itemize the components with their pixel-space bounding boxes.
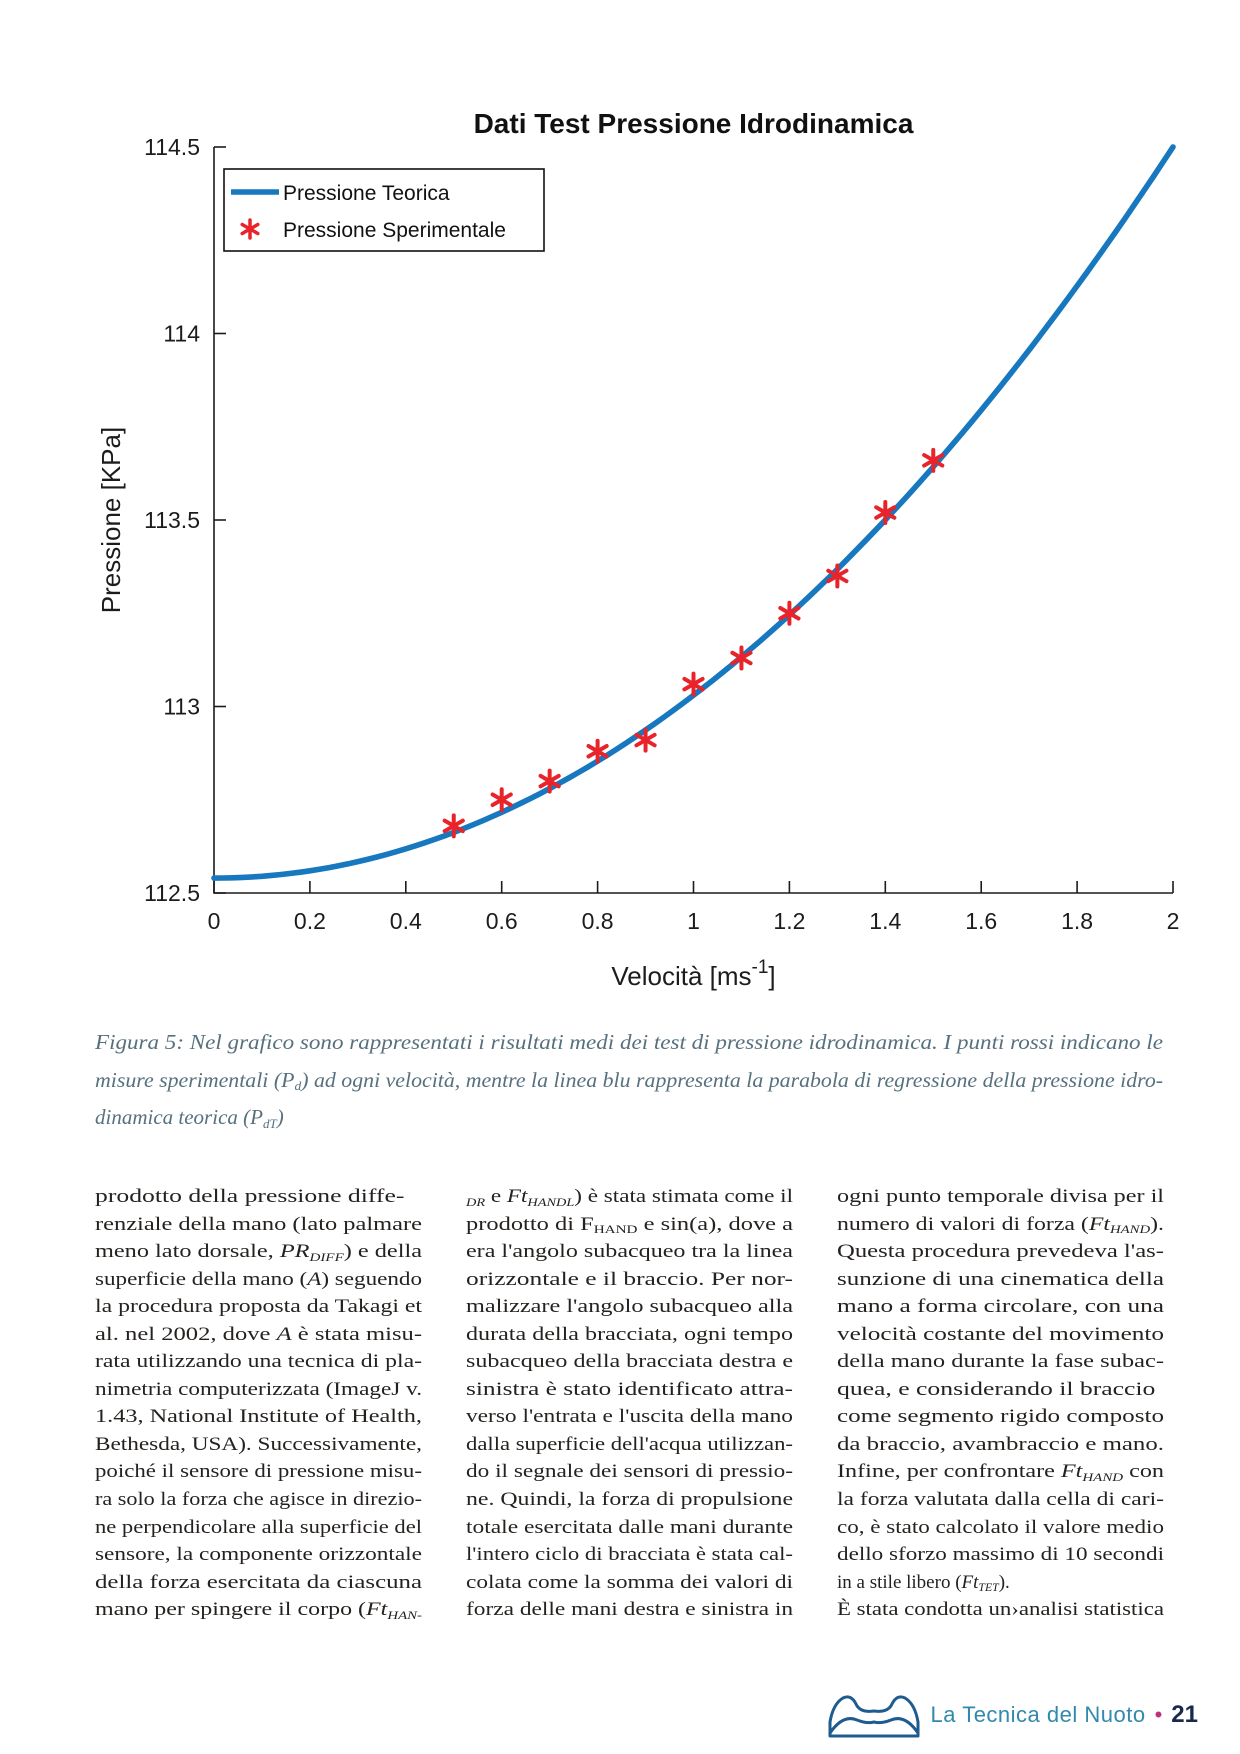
body-text-line: da braccio, avambraccio e mano.: [837, 1433, 1165, 1455]
x-tick-label: 0.8: [581, 908, 614, 934]
x-tick-label: 0: [207, 908, 221, 934]
page-number: 21: [1171, 1701, 1198, 1728]
body-text-line: totale esercitata dalle mani durante: [466, 1516, 793, 1538]
body-text-line: ogni punto temporale divisa per il: [837, 1186, 1165, 1207]
figure-caption: [95, 1024, 1163, 1137]
body-text-line: velocità costante del movimento: [837, 1323, 1165, 1345]
caption-line: dinamica teorica (PdT): [95, 1105, 284, 1131]
footer-separator-dot: •: [1154, 1702, 1163, 1727]
body-text-line: sinistra è stato identificato attra-: [466, 1378, 793, 1400]
y-tick-label: 113.5: [144, 507, 200, 533]
y-tick-label: 113: [163, 693, 200, 720]
y-axis-label: Pressione [KPa]: [96, 426, 126, 614]
body-text-line: Questa procedura prevedeva l'as-: [837, 1241, 1165, 1263]
body-text-line: mano a forma circolare, con una: [837, 1296, 1165, 1318]
body-text-line: superficie della mano (A) seguendo: [95, 1268, 423, 1290]
y-tick-label: 114: [163, 320, 200, 347]
body-text-line: 1.43, National Institute of Health,: [95, 1406, 422, 1428]
body-text-line: durata della bracciata, ogni tempo: [466, 1323, 794, 1345]
body-text-line: in a stile libero (FtTET).: [837, 1571, 1010, 1595]
body-text-line: dalla superficie dell'acqua utilizzan-: [466, 1433, 793, 1455]
body-text-line: come segmento rigido composto: [837, 1406, 1165, 1428]
x-tick-label: 0.6: [485, 908, 518, 934]
body-text-line: ra solo la forza che agisce in direzio-: [95, 1489, 422, 1511]
x-tick-label: 0.4: [389, 908, 422, 934]
body-text-line: forza delle mani destra e sinistra in: [466, 1599, 794, 1621]
body-text-line: DR e FtHANDL) è stata stimata come il: [466, 1186, 793, 1209]
body-column-1: [95, 1183, 422, 1624]
body-text-line: colata come la somma dei valori di: [466, 1571, 794, 1593]
caption-line: Figura 5: Nel grafico sono rappresentati i risultati medi dei test di pressione idrodinamica. I punti rossi indicano le: [95, 1030, 1163, 1054]
body-text-line: subacqueo della bracciata destra e: [466, 1351, 793, 1373]
axes: [214, 147, 1173, 893]
chart-title: Dati Test Pressione Idrodinamica: [473, 108, 914, 139]
body-text-line: renziale della mano (lato palmare: [95, 1213, 423, 1235]
x-tick-label: 1: [687, 908, 700, 934]
data-point-marker: [541, 771, 559, 792]
body-text-line: co, è stato calcolato il valore medio: [837, 1516, 1164, 1538]
body-column-2: [466, 1183, 793, 1624]
body-text-line: verso l'entrata e l'uscita della mano: [466, 1406, 793, 1428]
body-text-line: della forza esercitata da ciascuna: [95, 1571, 422, 1593]
body-text-line: ne. Quindi, la forza di propulsione: [466, 1489, 794, 1511]
teorica-curve: [214, 147, 1173, 878]
x-axis-label: Velocità $[ms^{-1}]$: [611, 957, 776, 991]
wave-logo-icon: [826, 1692, 922, 1738]
body-text-line: Infine, per confrontare FtHAND con: [837, 1461, 1164, 1484]
body-text-line: sensore, la componente orizzontale: [95, 1544, 422, 1566]
body-text-line: l'intero ciclo di bracciata è stata cal-: [466, 1544, 793, 1566]
body-text-line: do il segnale dei sensori di pressio-: [466, 1461, 793, 1483]
body-text-line: sunzione di una cinematica della: [837, 1268, 1164, 1290]
x-tick-label: 1.6: [965, 908, 998, 934]
body-text-line: dello sforzo massimo di 10 secondi: [837, 1544, 1165, 1566]
footer-brand: La Tecnica del Nuoto: [930, 1702, 1146, 1727]
legend-label-teorica: Pressione Teorica: [283, 182, 450, 205]
body-text-line: era l'angolo subacqueo tra la linea: [466, 1241, 794, 1263]
x-tick-label: 0.2: [293, 908, 326, 934]
body-text-line: poiché il sensore di pressione misu-: [95, 1461, 422, 1483]
body-text-line: al. nel 2002, dove A è stata misu-: [95, 1323, 423, 1345]
body-text-line: È stata condotta un›analisi statistica: [837, 1599, 1164, 1621]
body-text-line: rata utilizzando una tecnica di pla-: [95, 1351, 423, 1373]
page-footer: [0, 1690, 1198, 1740]
body-text-line: la procedura proposta da Takagi et: [95, 1296, 422, 1318]
body-text-line: ne perpendicolare alla superficie del: [95, 1516, 422, 1538]
body-text-line: della mano durante la fase subac-: [837, 1351, 1165, 1373]
x-tick-label: 1.8: [1061, 908, 1094, 934]
body-text-line: Bethesda, USA). Successivamente,: [95, 1433, 423, 1455]
body-text-line: orizzontale e il braccio. Per nor-: [466, 1268, 793, 1290]
x-tick-label: 1.2: [773, 908, 806, 934]
body-text-line: malizzare l'angolo subacqueo alla: [466, 1296, 793, 1318]
body-text-line: prodotto della pressione diffe-: [95, 1186, 405, 1207]
y-tick-label: 114.5: [144, 134, 200, 160]
body-text-line: mano per spingere il corpo (FtHAN-: [95, 1599, 423, 1622]
body-text-line: quea, e considerando il braccio: [837, 1378, 1156, 1400]
caption-line: misure sperimentali (Pd) ad ogni velocità, mentre la linea blu rappresenta la parabola di regressione della pressione idro-: [95, 1067, 1164, 1094]
body-column-3: [837, 1183, 1164, 1624]
body-text-line: la forza valutata dalla cella di cari-: [837, 1489, 1165, 1511]
legend-label-sperimentale: Pressione Sperimentale: [283, 219, 506, 242]
body-text-line: nimetria computerizzata (ImageJ v.: [95, 1378, 422, 1400]
body-text-line: prodotto di FHAND e sin(a), dove a: [466, 1213, 794, 1237]
y-tick-label: 112.5: [144, 880, 200, 906]
x-tick-label: 1.4: [869, 908, 902, 934]
x-tick-label: 2: [1166, 908, 1180, 934]
body-text-line: meno lato dorsale, PRDIFF) e della: [95, 1241, 422, 1264]
body-text-line: numero di valori di forza (FtHAND).: [837, 1213, 1165, 1237]
